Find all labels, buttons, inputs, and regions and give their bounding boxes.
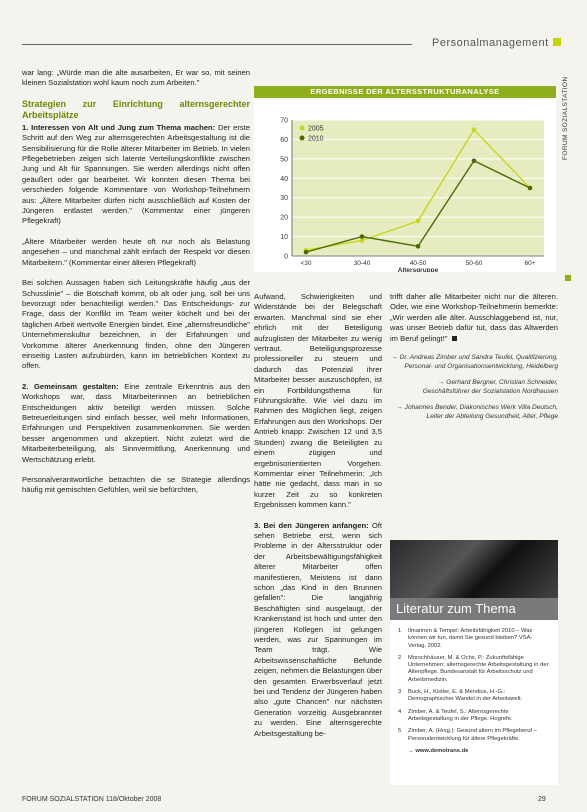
- literature-item-num: 5: [398, 728, 402, 735]
- literature-item: [398, 655, 550, 684]
- column-2: [254, 292, 382, 792]
- author-1: → Dr. Andreas Zimber und Sandra Teufel, Qualifizierung, Personal- und Organisationsentwicklung, Heidelberg: [391, 354, 558, 370]
- legend-swatch: [300, 136, 305, 141]
- col2-para-1: Aufwand, Schwierigkeiten und Widerstände bei der Belegschaft erwarten. Manchmal sind sie eher ehrlich mit der Beteiligung aufzuglisten der Mitarbeiter zu wenig vertraut. Beteiligungsprozesse professioneller zu steuern und dadurch das Potenzial ihrer Mitarbeiter besser auszuschöpfen, ist ein Fortbildungsthema für Führungskräfte. Wie viel dazu im Rahmen des Möglichen liegt, zeigen Erfahrungen aus den Workshops. Der Antrieb knapp: Zwischen 12 und 3,5 Stunden) zwang die Beteiligten zu einem zügigen und ergebnisorientierten Vorgehen. Kommentar einer Teilnehmerin: „Ich hätte nie gedacht, dass man in so kurzer Zeit zu so konkreten Ergebnissen kommen kann.": [254, 292, 382, 510]
- footer-text: FORUM SOZIALSTATION 118/Oktober 2008: [22, 796, 162, 803]
- col1-heading: Strategien zur Einrichtung alternsgerechter Arbeitsplätze: [22, 98, 250, 120]
- col1-para-5: Personalverantwortliche betrachten die se Strategie allerdings häufig mit gemischten Gefühlen, weil sie befürchten,: [22, 475, 250, 495]
- col2-sub-3: 3. Bei den Jüngeren anfangen:: [254, 520, 369, 530]
- literature-item-num: 3: [398, 689, 402, 696]
- chart-title: ERGEBNISSE DER ALTERSSTRUKTURANALYSE: [254, 86, 556, 98]
- col1-para-1: [22, 123, 250, 227]
- y-tick-label: 60: [280, 136, 288, 144]
- literature-link[interactable]: → www.demotrans.de: [408, 747, 469, 754]
- x-tick-label: 50-60: [465, 260, 483, 267]
- col3-para-1-text: trifft daher alle Mitarbeiter nicht nur die älteren. Oder, wie eine Workshop-Teilnehmerin bemerkte: „Wir werden alle älter. Ausschlaggebend ist, nur, was unser Betrieb dafür tut, dass das Altwerden im Beruf gelingt!": [390, 292, 558, 343]
- y-tick-label: 10: [280, 234, 288, 242]
- literature-item: [398, 728, 550, 743]
- col1-para-4: [22, 382, 250, 465]
- literature-list: [390, 620, 558, 785]
- literature-item-text: Zimber, A. (Hrsg.): Gesund altern im Pflegeberuf – Personalentwicklung für ältere Pflegekräfte.: [408, 728, 537, 742]
- plot-area: [292, 120, 544, 256]
- header-rule: [22, 44, 412, 45]
- data-point: [360, 234, 365, 239]
- y-tick-label: 0: [284, 253, 288, 261]
- data-point: [472, 159, 477, 164]
- sidebar-marker: [565, 275, 571, 281]
- x-axis-label: Altersgruppe: [397, 267, 439, 272]
- y-tick-label: 40: [280, 175, 288, 183]
- line-chart: [254, 86, 556, 272]
- page-number: 29: [538, 796, 546, 803]
- literature-item: [398, 709, 550, 724]
- literature-item-text: Zimber, A. & Teufel, S.: Alternsgerechte Arbeitsgestaltung in der Pflege. Hogrefe.: [408, 708, 513, 722]
- literature-title: Literatur zum Thema: [390, 598, 558, 620]
- y-tick-label: 20: [280, 214, 288, 222]
- col2-para-2-text: Oft sehen Betriebe erst, wenn sich Probleme in der Altersstruktur oder der Arbeitsbewältigungsfähigkeit älterer Mitarbeiter offen manifestieren, Meistens ist dann schon „das Kind in den Brunnen gefallen": Die langjährig Beschäftigten sind ausgelaugt, der Krankenstand ist hoch und unter den jüngeren Kollegen ist gelungen werden, was zur Spannungen im Team trägt. Wie Arbeitswissenschaftliche Befunde zeigen, nehmen die Belastungen über den gesamten Erwerbsverlauf jetzt bei und Tendenz der Jüngeren haben also „gute Chancen" nur nächsten Generation vorzeitig Ausgebrannter zu werden. Eine alternsgerechte Arbeitsgestaltung be-: [254, 520, 382, 738]
- section-marker: [553, 38, 561, 46]
- data-point: [472, 127, 477, 132]
- literature-item-text: Ilmarinen & Tempel: Arbeitsfähigkeit 2010 – Was können wir tun, damit Sie gesund bleiben? VSA-Verlag, 2002.: [408, 628, 533, 649]
- y-tick-label: 70: [280, 117, 288, 125]
- data-point: [416, 219, 421, 224]
- data-point: [416, 244, 421, 249]
- column-1: [22, 68, 250, 792]
- y-tick-label: 30: [280, 195, 288, 203]
- literature-item: [398, 689, 550, 704]
- x-tick-label: 60+: [524, 260, 536, 267]
- x-tick-label: 30-40: [353, 260, 371, 267]
- sidebar-label: FORUM SOZIALSTATION: [562, 76, 569, 160]
- literature-item-num: 4: [398, 708, 402, 715]
- literature-item-text: Morschhäuser, M. & Ochs, P.: Zukunftsfähige Unternehmen: alternsgerechte Arbeitsgestaltung in der Altenpflege. Bundesanstalt für Arbeitsschutz und Arbeitsmedizin.: [408, 654, 549, 683]
- end-mark: [452, 336, 457, 341]
- literature-item-num: 1: [398, 628, 402, 634]
- literature-item-num: 2: [398, 654, 402, 661]
- col3-para-1: [390, 292, 558, 344]
- column-3: [390, 292, 558, 532]
- section-title: Personalmanagement: [432, 37, 549, 49]
- author-list: [390, 354, 558, 422]
- col1-sub-2: 2. Gemeinsam gestalten:: [22, 381, 119, 391]
- data-point: [304, 250, 309, 255]
- data-point: [528, 186, 533, 191]
- col1-para-3: Bei solchen Aussagen haben sich Leitungskräfte häufig „aus der Schusslinie" – die Botschaft kommt, ob alt oder jung, soll bei uns bevorzugt oder benachteiligt werden." Das Entscheidungs- zur Frage, dass der Konflikt im Team weiter köchelt und bei der täglichen Arbeit wertvolle Energien bindet. Eine „alternsfreundliche" Unternehmenskultur bezeichnen, in der Erfahrungen und Vorkomme älterer Anerkennung finden, ohne den Jüngeren einseitig Lasten aufzubürden, kann im betrieblichen Kontext zu offen.: [22, 278, 250, 371]
- col1-para-4-text: Eine zentrale Erkenntnis aus den Workshops war, dass Mitarbeiterinnen an betrieblichen Entscheidungen aktiv beteiligt werden müssen. Solche Betreuerleitungen sind einfach besser, weil mehr Informationen, Erfahrungen und Perspektiven zusammenkommen. Sie werden besser angenommen und akzeptiert. Nicht zuletzt wird die Mitarbeiterbeteiligung, als Sinnvermittlung, Anerkennung und Wertschätzung erlebt.: [22, 381, 250, 464]
- col1-intro: war lang: „Würde man die alte ausarbeiten, Er war so, mit seinen kleinen Sozialstation wohl kaum noch zum Arbeiten.": [22, 68, 250, 88]
- x-tick-label: <30: [300, 260, 312, 267]
- col1-sub-1: 1. Interessen von Alt und Jung zum Thema machen:: [22, 122, 216, 132]
- literature-item-text: Buck, H., Kistler, E. & Mendius, H.-G.: Demographischer Wandel in der Arbeitswelt.: [408, 689, 523, 703]
- legend-label: 2005: [308, 125, 324, 133]
- col2-para-2: [254, 521, 382, 740]
- author-3: → Johannes Bender, Diakonisches Werk Villa Deutsch, Leiter der Abteilung Gesundheit, Alter, Pflege: [396, 404, 558, 420]
- chart-container: [254, 86, 556, 272]
- literature-item: [398, 628, 550, 650]
- legend-swatch: [300, 126, 305, 131]
- y-tick-label: 50: [280, 156, 288, 164]
- col1-para-2: „Ältere Mitarbeiter werden heute oft nur noch als Belastung angesehen – und manchmal zählt einfach der Respekt vor diesen Mitarbeitern." (Kommentar einer älteren Pflegekraft): [22, 236, 250, 267]
- legend-label: 2010: [308, 135, 324, 143]
- author-2: → Gerhard Bergner, Christian Schneider, Geschäftsführer der Sozialstation Nordhausen: [422, 379, 558, 395]
- x-tick-label: 40-50: [409, 260, 427, 267]
- literature-photo: [390, 540, 558, 598]
- col1-para-1-text: Der erste Schritt auf den Weg zur alternsgerechten Arbeitsgestaltung ist die Sensibilisierung für die Rolle älterer Mitarbeiter im Betrieb. In vielen Pflegebetrieben zeigen sich latente Verteilungskonflikte zwischen Jung und Alt für Spannungen. Sie werden allerdings nicht offen geäußert oder gar bearbeitet. Wir konnten diesen Thema bei verschieden folgende Kommentare von Workshop-Teilnehmern aus: „Ältere Mitarbeiter dürfen nicht ausschließlich auf Kosten der Jüngeren entlastet werden." (Kommentar einer jüngeren Pflegekraft): [22, 122, 250, 226]
